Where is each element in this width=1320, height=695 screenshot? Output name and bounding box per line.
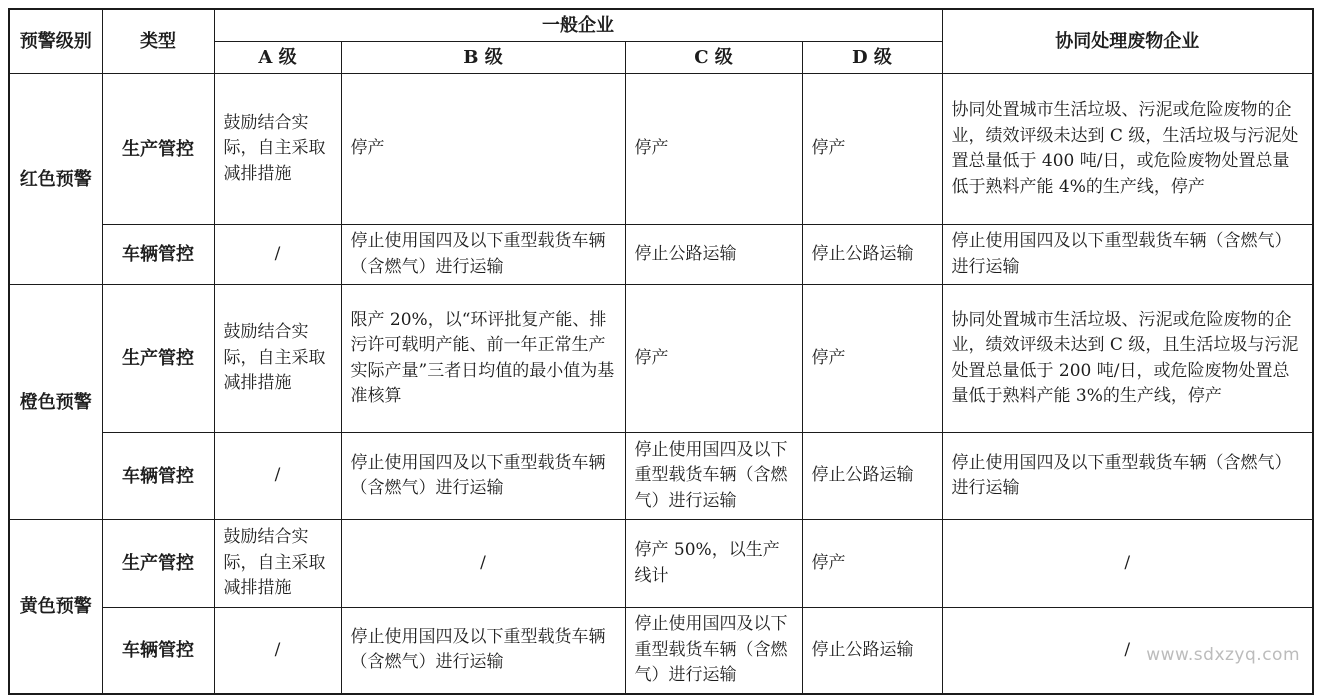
- red-production-coprocessing-cell: 协同处置城市生活垃圾、污泥或危险废物的企业，绩效评级未达到 C 级，生活垃圾与污泥处置总量低于 400 吨/日，或危险废物处置总量低于熟料产能 4%的生产线，停产: [942, 74, 1313, 225]
- orange-production-grade-b-cell: 限产 20%，以“环评批复产能、排污许可载明产能、前一年正常生产实际产量”三者日均值的最小值为基准核算: [341, 285, 625, 433]
- yellow-vehicle-grade-b-cell: 停止使用国四及以下重型载货车辆（含燃气）进行运输: [341, 608, 625, 694]
- orange-vehicle-grade-c-cell: 停止使用国四及以下重型载货车辆（含燃气）进行运输: [625, 433, 802, 520]
- yellow-production-grade-b-cell: /: [341, 520, 625, 608]
- header-grade-b: B 级: [341, 42, 625, 74]
- orange-vehicle-coprocessing-cell: 停止使用国四及以下重型载货车辆（含燃气）进行运输: [942, 433, 1313, 520]
- red-vehicle-grade-b-cell: 停止使用国四及以下重型载货车辆（含燃气）进行运输: [341, 225, 625, 285]
- orange-vehicle-type-label: 车辆管控: [102, 433, 214, 520]
- table-row: [9, 520, 1313, 608]
- orange-production-grade-d-cell: 停产: [802, 285, 942, 433]
- orange-vehicle-grade-d-cell: 停止公路运输: [802, 433, 942, 520]
- red-production-grade-d-cell: 停产: [802, 74, 942, 225]
- warning-policy-table: [8, 8, 1314, 695]
- red-production-grade-c-cell: 停产: [625, 74, 802, 225]
- red-vehicle-grade-c-cell: 停止公路运输: [625, 225, 802, 285]
- yellow-production-coprocessing-cell: /: [942, 520, 1313, 608]
- orange-production-grade-c-cell: 停产: [625, 285, 802, 433]
- level-orange-label: 橙色预警: [9, 285, 102, 520]
- yellow-production-grade-c-cell: 停产 50%，以生产线计: [625, 520, 802, 608]
- table-row: [9, 433, 1313, 520]
- header-general-enterprise: 一般企业: [214, 9, 942, 42]
- table-row: [9, 285, 1313, 433]
- yellow-vehicle-type-label: 车辆管控: [102, 608, 214, 694]
- header-coprocessing-enterprise: 协同处理废物企业: [942, 9, 1313, 74]
- yellow-vehicle-grade-a-cell: /: [214, 608, 341, 694]
- table-row: [9, 74, 1313, 225]
- orange-vehicle-grade-a-cell: /: [214, 433, 341, 520]
- header-grade-d: D 级: [802, 42, 942, 74]
- yellow-production-grade-a-cell: 鼓励结合实际，自主采取减排措施: [214, 520, 341, 608]
- orange-vehicle-grade-b-cell: 停止使用国四及以下重型载货车辆（含燃气）进行运输: [341, 433, 625, 520]
- orange-production-type-label: 生产管控: [102, 285, 214, 433]
- red-vehicle-coprocessing-cell: 停止使用国四及以下重型载货车辆（含燃气）进行运输: [942, 225, 1313, 285]
- site-watermark: www.sdxzyq.com: [1146, 645, 1300, 665]
- level-red-label: 红色预警: [9, 74, 102, 285]
- orange-production-grade-a-cell: 鼓励结合实际，自主采取减排措施: [214, 285, 341, 433]
- red-production-grade-a-cell: 鼓励结合实际，自主采取减排措施: [214, 74, 341, 225]
- red-vehicle-grade-d-cell: 停止公路运输: [802, 225, 942, 285]
- table-row: [9, 608, 1313, 694]
- header-type: 类型: [102, 9, 214, 74]
- yellow-production-grade-d-cell: 停产: [802, 520, 942, 608]
- table-row: [9, 225, 1313, 285]
- red-production-grade-b-cell: 停产: [341, 74, 625, 225]
- yellow-vehicle-grade-d-cell: 停止公路运输: [802, 608, 942, 694]
- yellow-vehicle-coprocessing-cell: /: [942, 608, 1313, 694]
- header-warning-level: 预警级别: [9, 9, 102, 74]
- orange-production-coprocessing-cell: 协同处置城市生活垃圾、污泥或危险废物的企业，绩效评级未达到 C 级，且生活垃圾与污泥处置总量低于 200 吨/日，或危险废物处置总量低于熟料产能 3%的生产线，停产: [942, 285, 1313, 433]
- red-vehicle-type-label: 车辆管控: [102, 225, 214, 285]
- level-yellow-label: 黄色预警: [9, 520, 102, 694]
- yellow-production-type-label: 生产管控: [102, 520, 214, 608]
- header-grade-c: C 级: [625, 42, 802, 74]
- yellow-vehicle-grade-c-cell: 停止使用国四及以下重型载货车辆（含燃气）进行运输: [625, 608, 802, 694]
- red-vehicle-grade-a-cell: /: [214, 225, 341, 285]
- red-production-type-label: 生产管控: [102, 74, 214, 225]
- header-grade-a: A 级: [214, 42, 341, 74]
